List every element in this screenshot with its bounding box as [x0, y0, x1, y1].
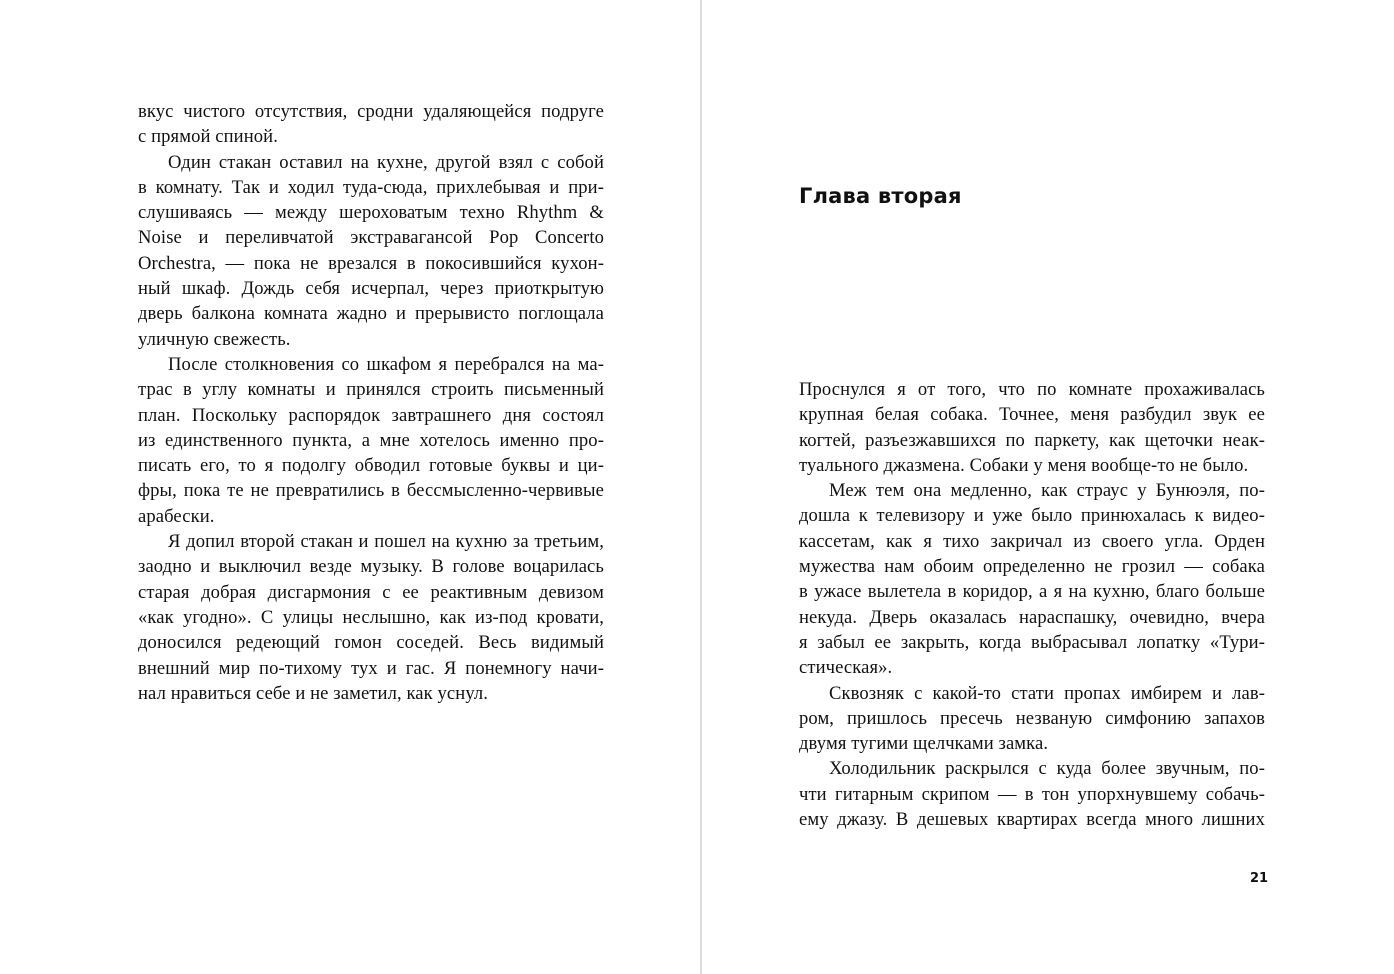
text-line: ром, пришлось пресечь незваную симфонию запахов: [799, 707, 1265, 729]
text-line: слушиваясь — между шероховатым техно Rhythm &: [138, 202, 604, 224]
text-line: фры, пока те не превратились в бессмысленно-червивые: [138, 480, 604, 502]
text-line: в ужасе вылетела в коридор, а я на кухню, благо больше: [799, 581, 1265, 603]
text-line: внешний мир по-тихому тух и гас. Я понемногу начи-: [138, 657, 604, 679]
text-line: Проснулся я от того, что по комнате прохаживалась: [799, 379, 1265, 400]
text-line: крупная белая собака. Точнее, меня разбудил звук ее: [799, 404, 1265, 426]
text-line: Orchestra, — пока не врезался в покосившийся кухон-: [138, 252, 604, 274]
text-line: план. Поскольку распорядок завтрашнего дня состоял: [138, 404, 604, 426]
text-line: мужества нам обоим определенно не грозил — собака: [799, 556, 1265, 578]
text-line: двумя тугими щелчками замка.: [799, 733, 1049, 755]
text-line: кассетам, как я тихо закричал из своего угла. Орден: [799, 530, 1265, 552]
text-line: чти гитарным скрипом — в тон упорхнувшему собачь-: [799, 783, 1265, 805]
text-line: Меж тем она медленно, как страус у Бунюэля, по-: [829, 480, 1265, 502]
text-line: нал нравиться себе и не заметил, как уснул.: [138, 682, 489, 704]
text-line: После столкновения со шкафом я перебрался на ма-: [168, 353, 604, 375]
text-line: вкус чистого отсутствия, сродни удаляющейся подруге: [138, 101, 604, 122]
text-line: ный шкаф. Дождь себя исчерпал, через приоткрытую: [138, 278, 604, 300]
text-line: некуда. Дверь оказалась нараспашку, очевидно, вчера: [799, 606, 1265, 628]
text-line: дверь балкона комната жадно и прерывисто поглощала: [138, 303, 604, 325]
text-line: я забыл ее закрыть, когда выбрасывал лопатку «Тури-: [799, 631, 1265, 653]
right-page: [702, 0, 1394, 974]
text-line: туального джазмена. Собаки у меня вообще-то не было.: [799, 454, 1249, 476]
text-line: доносился редеющий гомон соседей. Весь видимый: [138, 632, 604, 654]
text-line: Сквозняк с какой-то стати пропах имбирем и лав-: [829, 682, 1265, 704]
text-line: старая добрая дисгармония с ее реактивным девизом: [138, 581, 604, 603]
text-line: Noise и переливчатой экстравагансой Pop Concerto: [138, 227, 604, 249]
right-page-body: [799, 377, 1265, 832]
text-line: ему джазу. В дешевых квартирах всегда много лишних: [799, 809, 1265, 831]
text-line: Холодильник раскрылся с куда более звучным, по-: [829, 758, 1265, 780]
text-line: арабески.: [138, 505, 215, 527]
page-number: 21: [1250, 871, 1269, 886]
text-line: когтей, разъезжавшихся по паркету, как щеточки неак-: [799, 429, 1265, 451]
text-line: стическая».: [799, 657, 893, 679]
text-line: Я допил второй стакан и пошел на кухню за третьим,: [168, 531, 604, 553]
text-line: заодно и выключил везде музыку. В голове воцарилась: [138, 556, 604, 578]
text-line: «как угодно». С улицы неслышно, как из-под кровати,: [138, 606, 604, 628]
text-line: Один стакан оставил на кухне, другой взял с собой: [168, 151, 604, 173]
text-line: писать его, то я подолгу обводил готовые буквы и ци-: [138, 455, 604, 477]
text-line: дошла к телевизору и уже было принюхалась к видео-: [799, 505, 1265, 527]
text-line: уличную свежесть.: [138, 328, 291, 350]
chapter-title: Глава вторая: [799, 184, 962, 208]
text-line: трас в углу комнаты и принялся строить письменный: [138, 379, 604, 401]
text-line: в комнату. Так и ходил туда-сюда, прихлебывая и при-: [138, 176, 604, 198]
text-line: из единственного пункта, а мне хотелось именно про-: [138, 429, 604, 451]
left-page-body: [138, 99, 604, 706]
text-line: с прямой спиной.: [138, 126, 278, 148]
